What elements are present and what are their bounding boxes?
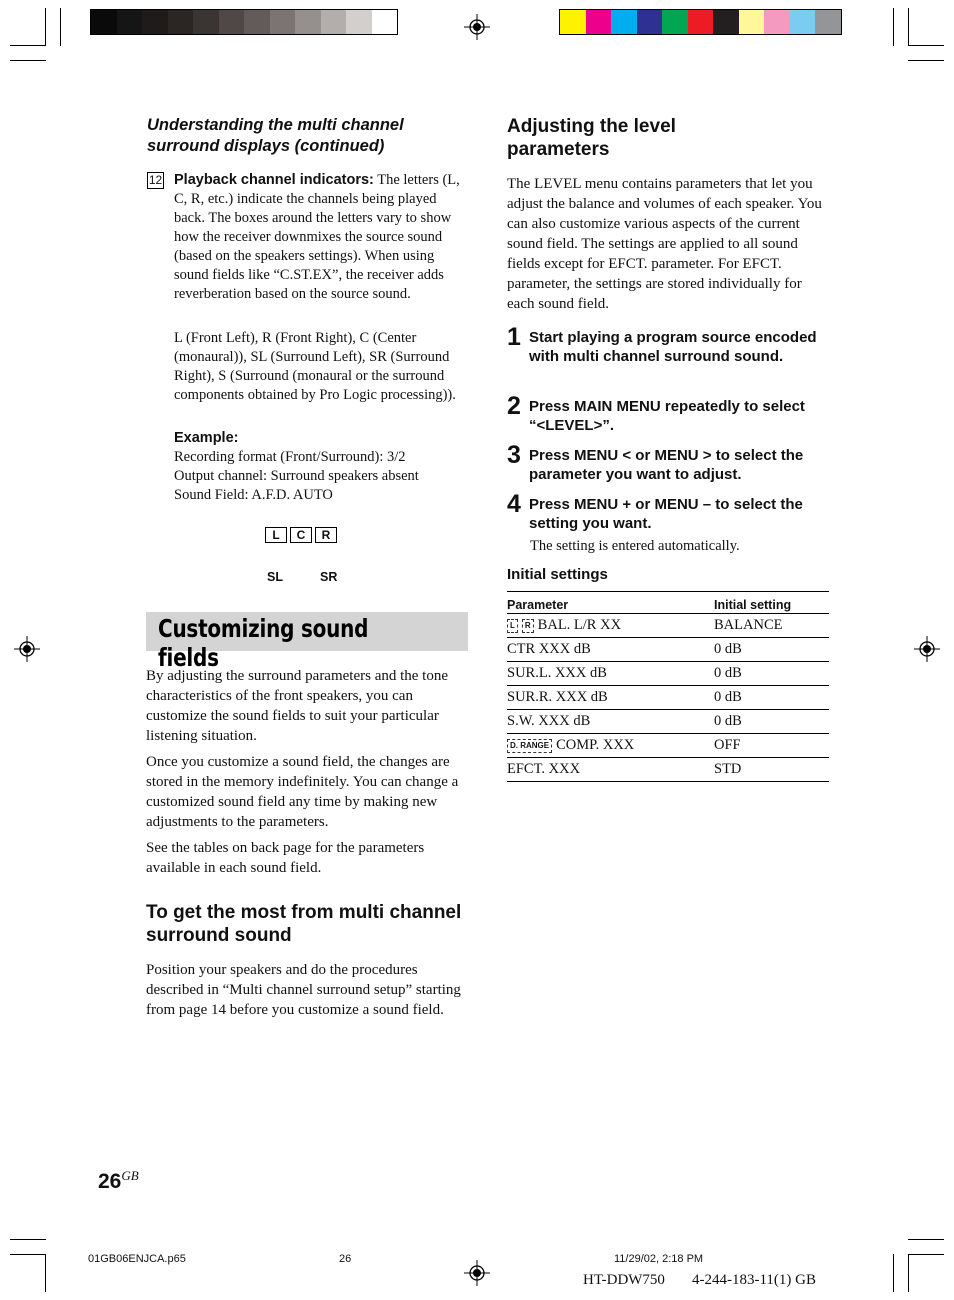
crop-mark [908, 1239, 944, 1240]
color-swatch [790, 10, 816, 34]
crop-mark [45, 1254, 46, 1292]
color-swatch [586, 10, 612, 34]
parameter-name: COMP. XXX [556, 737, 635, 753]
table-row [507, 638, 829, 662]
channel-box-c: C [290, 527, 312, 543]
crop-mark [60, 8, 61, 46]
step-text: Start playing a program source encoded with multi channel surround sound. [529, 329, 817, 365]
table-row [507, 686, 829, 710]
color-swatch [91, 10, 117, 34]
page-number-value: 26 [98, 1170, 122, 1193]
item-number-badge: 12 [148, 173, 163, 187]
crop-mark [45, 8, 46, 46]
color-swatch [168, 10, 194, 34]
most-text: Position your speakers and do the procedures described in “Multi channel surround setup” starting from page 14 before you customize a sound field. [146, 962, 461, 1018]
balance-lr-icon: R [522, 619, 534, 633]
most-heading: To get the most from multi channel surround sound [146, 902, 462, 946]
intro-paragraph: Once you customize a sound field, the changes are stored in the memory indefinitely. You can change a customized sound field any time by making new adjustments to the parameters. [146, 754, 459, 830]
d-range-icon: D. RANGE [507, 739, 552, 753]
color-swatch [295, 10, 321, 34]
color-swatch [346, 10, 372, 34]
color-swatch [713, 10, 739, 34]
playback-indicators-paragraph [174, 171, 468, 304]
table-row [507, 758, 829, 782]
crop-mark [908, 60, 944, 61]
step-text: Press MENU < or MENU > to select the parameter you want to adjust. [529, 447, 804, 483]
channel-display-front [265, 526, 340, 544]
step-number: 2 [507, 392, 521, 420]
table-row [507, 710, 829, 734]
color-swatch [193, 10, 219, 34]
table-cell-parameter: EFCT. XXX [507, 758, 714, 782]
example-line: Sound Field: A.F.D. AUTO [174, 487, 333, 503]
example-label: Example: [174, 430, 239, 446]
color-swatch [764, 10, 790, 34]
footer-model: HT-DDW750 [583, 1272, 665, 1288]
color-swatch [815, 10, 841, 34]
table-cell-value: OFF [714, 734, 829, 758]
table-cell-parameter: S.W. XXX dB [507, 710, 714, 734]
crop-mark [10, 1254, 46, 1255]
step-number: 1 [507, 323, 521, 351]
example-line: Output channel: Surround speakers absent [174, 468, 419, 484]
color-swatch [244, 10, 270, 34]
level-intro: The LEVEL menu contains parameters that let you adjust the balance and volumes of each speaker. You can also customize various aspects of the current sound field. The settings are applied to all sound fields except for EFCT. parameter. For EFCT. parameter, the settings are stored individually for each sound field. [507, 176, 822, 312]
page-suffix: GB [121, 1168, 139, 1183]
channel-box-l: L [265, 527, 287, 543]
step-text: Press MENU + or MENU – to select the setting you want. [529, 496, 803, 532]
color-swatch [142, 10, 168, 34]
example-line: Recording format (Front/Surround): 3/2 [174, 449, 406, 465]
parameter-name: BAL. L/R XX [537, 617, 622, 633]
table-row [507, 614, 829, 638]
crop-mark [908, 45, 944, 46]
table-cell-value: 0 dB [714, 638, 829, 662]
table-cell-value: 0 dB [714, 686, 829, 710]
page-title-band [146, 612, 468, 672]
crop-mark [893, 8, 894, 46]
table-cell-value: 0 dB [714, 662, 829, 686]
intro-paragraph: See the tables on back page for the parameters available in each sound field. [146, 840, 425, 876]
crop-mark [10, 45, 46, 46]
level-heading: Adjusting the level parameters [507, 116, 676, 160]
color-swatch [270, 10, 296, 34]
column-header-parameter: Parameter [507, 592, 714, 614]
step-number: 4 [507, 490, 521, 518]
crop-mark [10, 1239, 46, 1240]
channel-sl: SL [267, 570, 283, 584]
registration-target-icon [464, 14, 490, 40]
color-swatch [560, 10, 586, 34]
table-cell-parameter: CTR XXX dB [507, 638, 714, 662]
registration-target-icon [464, 1260, 490, 1286]
initial-settings-table [507, 591, 829, 782]
color-swatch [688, 10, 714, 34]
table-cell-value: 0 dB [714, 710, 829, 734]
column-header-setting: Initial setting [714, 592, 829, 614]
page-number [98, 1168, 139, 1194]
step-number: 3 [507, 441, 521, 469]
registration-target-icon [14, 636, 40, 662]
crop-mark [908, 8, 909, 46]
step-text: Press MAIN MENU repeatedly to select “<LEVEL>”. [529, 398, 805, 434]
table-cell-value: STD [714, 758, 829, 782]
channel-legend: L (Front Left), R (Front Right), C (Center (monaural)), SL (Surround Left), SR (Surround Right), S (Surround (monaural or the surround components obtained by Pro Logic processing)). [174, 330, 456, 403]
color-swatch [739, 10, 765, 34]
table-cell-parameter [507, 614, 714, 638]
channel-sr: SR [320, 570, 338, 584]
footer-filename: 01GB06ENJCA.p65 [88, 1253, 186, 1265]
color-swatch [117, 10, 143, 34]
crop-mark [908, 1254, 909, 1292]
color-calibration-bar [559, 9, 842, 35]
footer-center-page: 26 [339, 1253, 352, 1265]
gray-calibration-bar [90, 9, 398, 35]
channel-box-r: R [315, 527, 337, 543]
item-title: Playback channel indicators: [174, 172, 374, 188]
table-row [507, 662, 829, 686]
crop-mark [10, 60, 46, 61]
table-cell-parameter: SUR.L. XXX dB [507, 662, 714, 686]
section-continued-heading: Understanding the multi channel surround displays (continued) [147, 116, 404, 155]
table-row [507, 734, 829, 758]
color-swatch [372, 10, 398, 34]
footer-date: 11/29/02, 2:18 PM [614, 1253, 704, 1265]
table-header-row [507, 592, 829, 614]
color-swatch [662, 10, 688, 34]
page-title: Customizing sound fields [158, 614, 369, 672]
item-description: The letters (L, C, R, etc.) indicate the channels being played back. The boxes around the letters vary to show how the receiver downmixes the source sound (based on the speakers settings). When using sound fields like “C.ST.EX”, the receiver adds reverberation based on the source sound. [174, 172, 460, 302]
registration-target-icon [914, 636, 940, 662]
table-cell-value: BALANCE [714, 614, 829, 638]
intro-paragraph: By adjusting the surround parameters and the tone characteristics of the front speakers, you can customize the sound fields to suit your particular listening situation. [146, 668, 449, 744]
color-swatch [611, 10, 637, 34]
crop-mark [893, 1254, 894, 1292]
example-lines [174, 448, 468, 505]
table-cell-parameter: SUR.R. XXX dB [507, 686, 714, 710]
table-cell-parameter [507, 734, 714, 758]
color-swatch [637, 10, 663, 34]
balance-lr-icon: L [507, 619, 518, 633]
intro-text [146, 666, 468, 878]
footer-code: 4-244-183-11(1) GB [692, 1272, 817, 1288]
step-4-note: The setting is entered automatically. [530, 538, 740, 554]
color-swatch [321, 10, 347, 34]
crop-mark [908, 1254, 944, 1255]
color-swatch [219, 10, 245, 34]
initial-settings-heading: Initial settings [507, 566, 608, 583]
